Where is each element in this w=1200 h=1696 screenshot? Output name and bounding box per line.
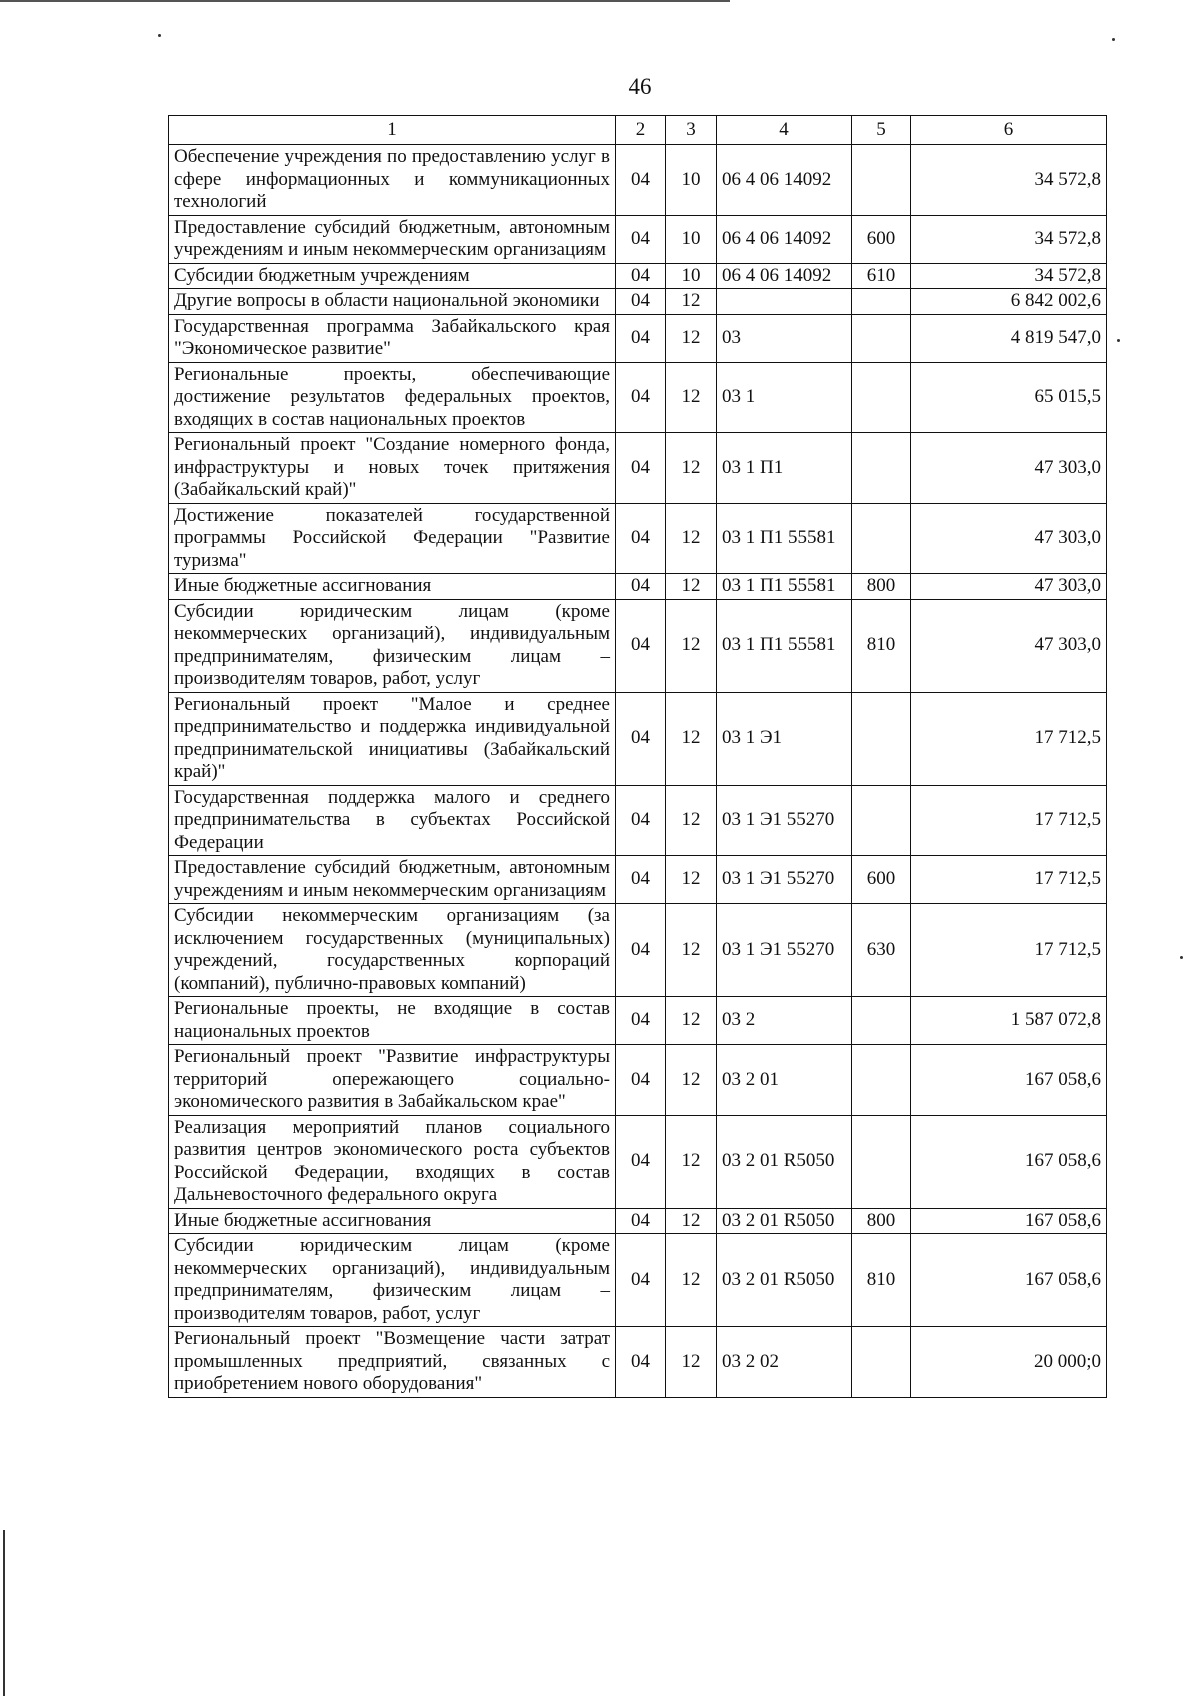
row-target-code: 03 2 01 R5050 [717, 1234, 852, 1327]
row-name: Государственная программа Забайкальского края "Экономическое развитие" [169, 314, 616, 362]
row-section: 04 [616, 574, 666, 600]
row-amount: 167 058,6 [911, 1045, 1107, 1116]
row-amount: 6 842 002,6 [911, 289, 1107, 315]
table-row [169, 574, 1107, 600]
row-subsection: 12 [666, 574, 717, 600]
row-expense-type: 810 [852, 1234, 911, 1327]
row-name: Реализация мероприятий планов социального развития центров экономического роста субъектов Российской Федерации, входящих в состав Дальневосточного федерального округа [169, 1115, 616, 1208]
header-row [169, 116, 1107, 145]
row-subsection: 12 [666, 785, 717, 856]
row-amount: 47 303,0 [911, 599, 1107, 692]
row-target-code: 03 1 П1 55581 [717, 574, 852, 600]
row-name: Региональный проект "Развитие инфраструктуры территорий опережающего социально-экономического развития в Забайкальском крае" [169, 1045, 616, 1116]
header-col-3: 3 [666, 116, 717, 145]
row-section: 04 [616, 145, 666, 216]
table-row [169, 145, 1107, 216]
table-row [169, 692, 1107, 785]
row-target-code: 03 2 01 [717, 1045, 852, 1116]
row-name: Субсидии юридическим лицам (кроме некоммерческих организаций), индивидуальным предпринимателям, физическим лицам – производителям товаров, работ, услуг [169, 1234, 616, 1327]
budget-table [168, 115, 1107, 1398]
row-target-code: 03 2 01 R5050 [717, 1115, 852, 1208]
row-subsection: 12 [666, 904, 717, 997]
row-amount: 17 712,5 [911, 856, 1107, 904]
row-section: 04 [616, 215, 666, 263]
row-subsection: 12 [666, 997, 717, 1045]
row-name: Иные бюджетные ассигнования [169, 574, 616, 600]
scan-speck [1180, 956, 1183, 959]
row-section: 04 [616, 433, 666, 504]
row-subsection: 12 [666, 599, 717, 692]
row-subsection: 12 [666, 1327, 717, 1398]
row-expense-type [852, 692, 911, 785]
row-amount: 65 015,5 [911, 362, 1107, 433]
table-row [169, 215, 1107, 263]
row-expense-type: 800 [852, 1208, 911, 1234]
row-amount: 4 819 547,0 [911, 314, 1107, 362]
row-section: 04 [616, 1045, 666, 1116]
scan-edge-left [3, 1530, 5, 1696]
table-row [169, 314, 1107, 362]
row-section: 04 [616, 263, 666, 289]
row-section: 04 [616, 503, 666, 574]
table-row [169, 997, 1107, 1045]
row-amount: 17 712,5 [911, 785, 1107, 856]
row-section: 04 [616, 785, 666, 856]
row-name: Региональный проект "Создание номерного фонда, инфраструктуры и новых точек притяжения (Забайкальский край)" [169, 433, 616, 504]
row-name: Субсидии бюджетным учреждениям [169, 263, 616, 289]
row-expense-type [852, 362, 911, 433]
row-subsection: 12 [666, 503, 717, 574]
row-target-code: 03 1 Э1 55270 [717, 856, 852, 904]
row-target-code: 03 1 П1 55581 [717, 599, 852, 692]
row-amount: 34 572,8 [911, 145, 1107, 216]
table-row [169, 503, 1107, 574]
table-row [169, 433, 1107, 504]
row-amount: 17 712,5 [911, 904, 1107, 997]
row-section: 04 [616, 1208, 666, 1234]
page-number: 46 [628, 74, 652, 99]
table-row [169, 599, 1107, 692]
row-section: 04 [616, 904, 666, 997]
row-name: Региональные проекты, обеспечивающие достижение результатов федеральных проектов, входящих в состав национальных проектов [169, 362, 616, 433]
row-amount: 167 058,6 [911, 1208, 1107, 1234]
row-target-code: 03 [717, 314, 852, 362]
row-section: 04 [616, 692, 666, 785]
row-section: 04 [616, 1234, 666, 1327]
row-expense-type [852, 1327, 911, 1398]
row-amount: 34 572,8 [911, 263, 1107, 289]
row-name: Субсидии юридическим лицам (кроме некоммерческих организаций), индивидуальным предпринимателям, физическим лицам – производителям товаров, работ, услуг [169, 599, 616, 692]
row-expense-type: 600 [852, 215, 911, 263]
row-target-code: 03 1 Э1 55270 [717, 785, 852, 856]
row-target-code: 03 2 01 R5050 [717, 1208, 852, 1234]
scan-edge-top [0, 0, 730, 2]
row-amount: 167 058,6 [911, 1115, 1107, 1208]
row-subsection: 12 [666, 1234, 717, 1327]
row-target-code: 03 1 Э1 [717, 692, 852, 785]
row-expense-type [852, 289, 911, 315]
row-expense-type [852, 1045, 911, 1116]
header-col-1: 1 [169, 116, 616, 145]
row-name: Субсидии некоммерческим организациям (за исключением государственных (муниципальных) учреждений, государственных корпораций (компаний), публично-правовых компаний) [169, 904, 616, 997]
row-name: Иные бюджетные ассигнования [169, 1208, 616, 1234]
table-row [169, 1208, 1107, 1234]
row-section: 04 [616, 1115, 666, 1208]
row-amount: 47 303,0 [911, 433, 1107, 504]
row-subsection: 12 [666, 1208, 717, 1234]
table-row [169, 362, 1107, 433]
row-expense-type: 810 [852, 599, 911, 692]
row-section: 04 [616, 856, 666, 904]
row-subsection: 12 [666, 314, 717, 362]
table-row [169, 904, 1107, 997]
row-subsection: 12 [666, 289, 717, 315]
row-target-code: 06 4 06 14092 [717, 145, 852, 216]
row-name: Достижение показателей государственной программы Российской Федерации "Развитие туризма" [169, 503, 616, 574]
row-expense-type: 600 [852, 856, 911, 904]
row-section: 04 [616, 997, 666, 1045]
row-expense-type: 610 [852, 263, 911, 289]
row-subsection: 12 [666, 1115, 717, 1208]
scan-speck [1117, 339, 1120, 342]
row-target-code: 03 1 [717, 362, 852, 433]
row-name: Предоставление субсидий бюджетным, автономным учреждениям и иным некоммерческим организациям [169, 856, 616, 904]
row-amount: 167 058,6 [911, 1234, 1107, 1327]
row-name: Региональный проект "Малое и среднее предпринимательство и поддержка индивидуальной предпринимательской инициативы (Забайкальский край)" [169, 692, 616, 785]
row-target-code: 03 1 Э1 55270 [717, 904, 852, 997]
row-section: 04 [616, 362, 666, 433]
row-expense-type [852, 997, 911, 1045]
row-amount: 1 587 072,8 [911, 997, 1107, 1045]
header-col-5: 5 [852, 116, 911, 145]
row-subsection: 10 [666, 215, 717, 263]
row-subsection: 10 [666, 263, 717, 289]
table-row [169, 856, 1107, 904]
row-target-code: 03 2 [717, 997, 852, 1045]
row-subsection: 12 [666, 433, 717, 504]
row-expense-type [852, 314, 911, 362]
row-expense-type [852, 145, 911, 216]
row-amount: 17 712,5 [911, 692, 1107, 785]
table-body [169, 145, 1107, 1398]
row-target-code: 06 4 06 14092 [717, 215, 852, 263]
table-row [169, 263, 1107, 289]
row-name: Государственная поддержка малого и среднего предпринимательства в субъектах Российской Федерации [169, 785, 616, 856]
row-target-code: 03 1 П1 [717, 433, 852, 504]
row-subsection: 12 [666, 692, 717, 785]
row-name: Региональный проект "Возмещение части затрат промышленных предприятий, связанных с приобретением нового оборудования" [169, 1327, 616, 1398]
scan-speck [158, 34, 161, 37]
table-row [169, 1327, 1107, 1398]
row-section: 04 [616, 599, 666, 692]
row-expense-type: 800 [852, 574, 911, 600]
row-name: Другие вопросы в области национальной экономики [169, 289, 616, 315]
row-section: 04 [616, 1327, 666, 1398]
row-target-code: 03 2 02 [717, 1327, 852, 1398]
row-expense-type [852, 1115, 911, 1208]
table-row [169, 1045, 1107, 1116]
row-section: 04 [616, 289, 666, 315]
row-amount: 47 303,0 [911, 574, 1107, 600]
row-subsection: 10 [666, 145, 717, 216]
row-amount: 20 000;0 [911, 1327, 1107, 1398]
row-amount: 47 303,0 [911, 503, 1107, 574]
header-col-2: 2 [616, 116, 666, 145]
row-expense-type [852, 503, 911, 574]
row-amount: 34 572,8 [911, 215, 1107, 263]
row-expense-type [852, 433, 911, 504]
table-row [169, 785, 1107, 856]
row-target-code: 06 4 06 14092 [717, 263, 852, 289]
row-subsection: 12 [666, 1045, 717, 1116]
row-name: Предоставление субсидий бюджетным, автономным учреждениям и иным некоммерческим организациям [169, 215, 616, 263]
row-target-code: 03 1 П1 55581 [717, 503, 852, 574]
table-row [169, 1234, 1107, 1327]
table-row [169, 1115, 1107, 1208]
row-expense-type: 630 [852, 904, 911, 997]
row-subsection: 12 [666, 362, 717, 433]
scan-speck [1112, 38, 1115, 41]
table-row [169, 289, 1107, 315]
row-subsection: 12 [666, 856, 717, 904]
row-expense-type [852, 785, 911, 856]
row-target-code [717, 289, 852, 315]
row-name: Региональные проекты, не входящие в состав национальных проектов [169, 997, 616, 1045]
row-section: 04 [616, 314, 666, 362]
header-col-6: 6 [911, 116, 1107, 145]
row-name: Обеспечение учреждения по предоставлению услуг в сфере информационных и коммуникационных технологий [169, 145, 616, 216]
header-col-4: 4 [717, 116, 852, 145]
